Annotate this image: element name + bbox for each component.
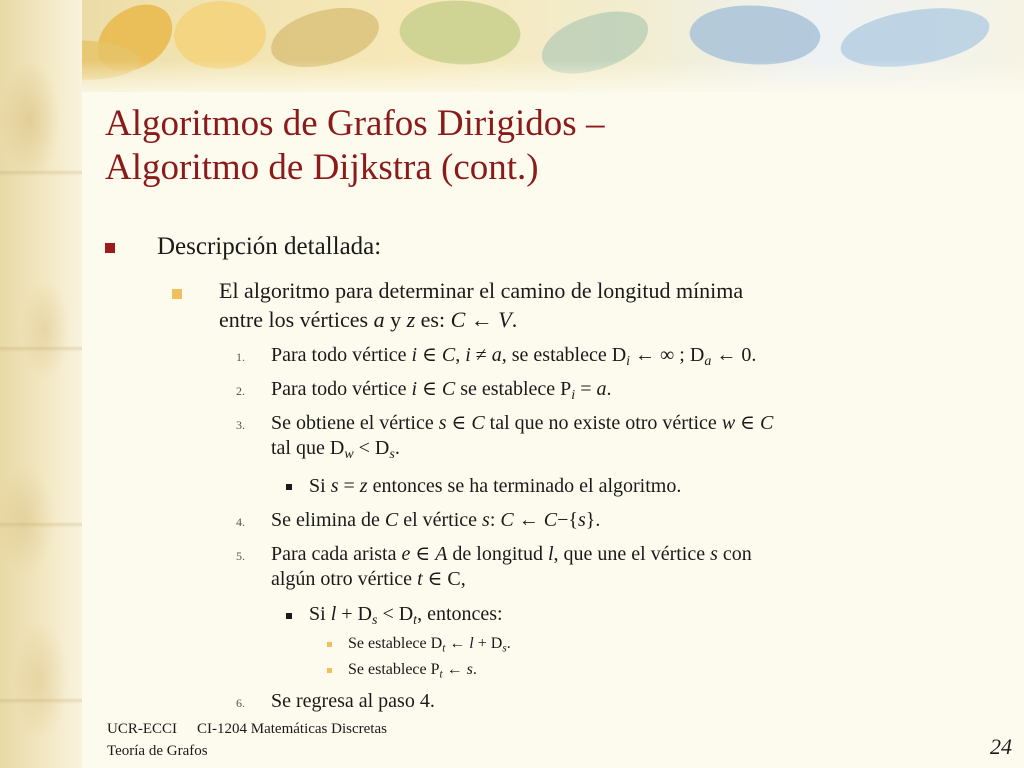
- square-bullet-icon: [286, 613, 292, 619]
- square-bullet-icon: [105, 243, 115, 253]
- step-6: Se regresa al paso 4.: [271, 690, 435, 712]
- step-5-sub-a: Se establece $D_t$ ← $l + D_s$.: [348, 635, 511, 655]
- square-bullet-icon: [327, 668, 332, 673]
- level1-text: Descripción detallada:: [157, 233, 382, 260]
- step-number: 5.: [236, 549, 245, 563]
- step-3-sub: Si s = z entonces se ha terminado el algoritmo.: [309, 475, 682, 497]
- step-3: Se obtiene el vértice s ∈ C tal que no existe otro vértice w ∈ C tal que $D_w < D_s$.: [271, 412, 774, 463]
- step-2: Para todo vértice i ∈ C se establece $P_i = a$.: [271, 378, 612, 404]
- step-5: Para cada arista e ∈ A de longitud l, que une el vértice s con algún otro vértice t ∈ C,: [271, 543, 752, 590]
- footer-course: CI-1204 Matemáticas Discretas: [197, 721, 387, 737]
- step-4: Se elimina de C el vértice s: C ← C−{s}.: [271, 509, 601, 531]
- square-bullet-icon: [327, 642, 332, 647]
- step-number: 6.: [236, 696, 245, 710]
- step-number: 2.: [236, 384, 245, 398]
- step-5-sub-b: Se establece $P_t$ ← s.: [348, 661, 477, 681]
- step-5-sub: Si $l + D_s < D_t$, entonces:: [309, 603, 503, 629]
- step-number: 3.: [236, 418, 245, 432]
- square-bullet-icon: [172, 289, 182, 299]
- step-number: 4.: [236, 515, 245, 529]
- page-number: 24: [990, 734, 1012, 759]
- title-line-2: Algoritmo de Dijkstra (cont.): [105, 147, 539, 188]
- footer: [107, 718, 387, 762]
- title-line-1: Algoritmos de Grafos Dirigidos –: [105, 103, 605, 144]
- square-bullet-icon: [286, 484, 292, 490]
- footer-org: UCR-ECCI: [107, 721, 178, 737]
- step-1: Para todo vértice i ∈ C, i ≠ a, se establece $D_i$ ← ∞ ; $D_a$ ← 0.: [271, 344, 757, 370]
- level2-text: El algoritmo para determinar el camino de longitud mínima entre los vértices a y z es: C ← V.: [219, 278, 744, 332]
- step-number: 1.: [236, 350, 245, 364]
- footer-topic: Teoría de Grafos: [107, 743, 208, 759]
